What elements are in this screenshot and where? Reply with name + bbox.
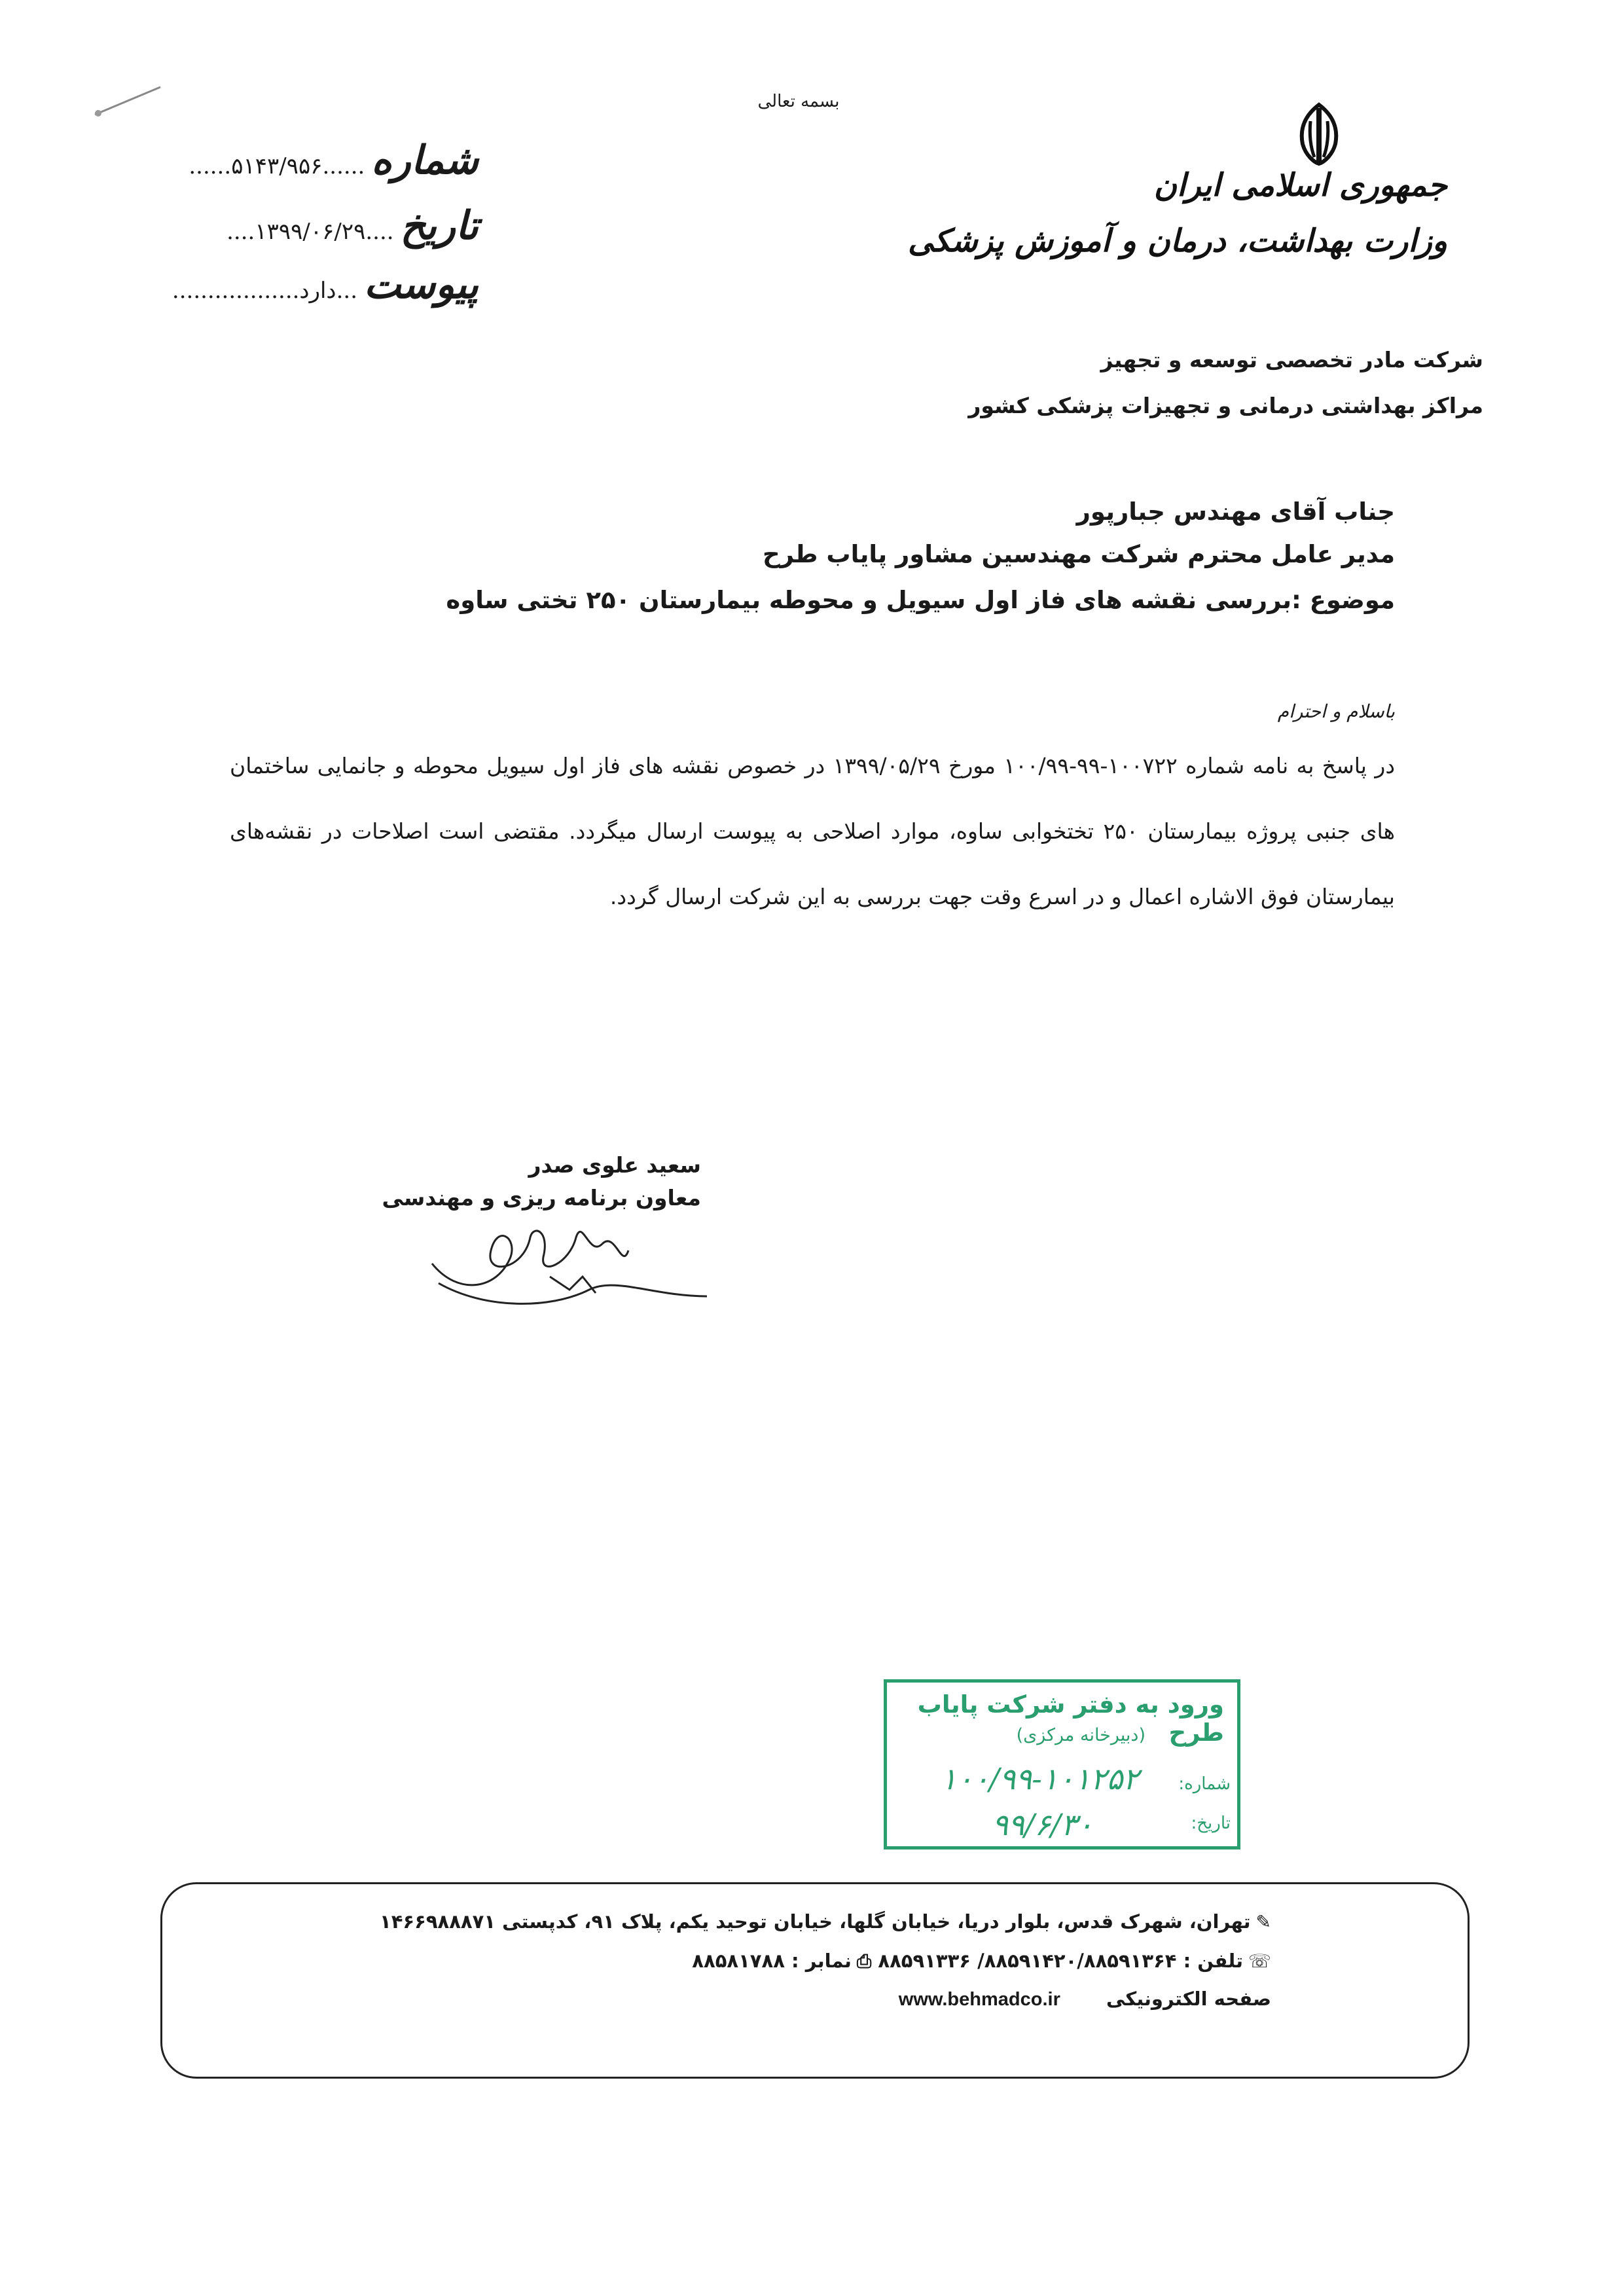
footer-address: تهران، شهرک قدس، بلوار دریا، خیابان گلها، خیابان توحید یکم، پلاک ۹۱، کدپستی ۱۴۶۶۹۸۸۸۷۱ — [380, 1910, 1251, 1933]
letter-number-row — [189, 137, 478, 183]
stamp-subtitle: (دبیرخانه مرکزی) — [1016, 1725, 1146, 1745]
company-name-line-2: مراکز بهداشتی درمانی و تجهیزات پزشکی کشور — [968, 393, 1483, 418]
letter-number-value: ......۵۱۴۳/۹۵۶...... — [189, 153, 365, 179]
ministry-line-1: جمهوری اسلامی ایران — [1153, 167, 1447, 204]
letter-date-value: ....۱۳۹۹/۰۶/۲۹.... — [226, 219, 394, 245]
footer-phone-value: ۸۸۵۹۱۴۲۰/۸۸۵۹۱۳۶۴/ ۸۸۵۹۱۳۳۶ — [878, 1950, 1177, 1972]
footer-contact-box — [160, 1882, 1470, 2079]
stamp-title: ورود به دفتر شرکت پایاب طرح — [917, 1690, 1224, 1747]
footer-fax-label: نمابر : — [791, 1950, 852, 1972]
stamp-number-value: ۱۰۰/۹۹-۱۰۱۲۵۲ — [941, 1761, 1139, 1796]
letter-date-row — [226, 203, 478, 249]
footer-phone-label: تلفن : — [1183, 1950, 1243, 1972]
signatory-title: معاون برنامه ریزی و مهندسی — [382, 1185, 701, 1211]
footer-website-link[interactable]: www.behmadco.ir — [898, 1989, 1060, 2010]
footer-fax-value: ۸۸۵۸۱۷۸۸ — [692, 1950, 785, 1972]
company-name-line-1: شرکت مادر تخصصی توسعه و تجهیز — [1100, 347, 1483, 373]
letter-number-label: شماره — [371, 137, 478, 183]
letter-subject: موضوع :بررسی نقشه های فاز اول سیویل و محوطه بیمارستان ۲۵۰ تختی ساوه — [446, 586, 1395, 614]
stamp-number-label: شماره: — [1178, 1774, 1231, 1794]
letter-attachment-row — [172, 262, 478, 308]
fax-icon: ⎙ — [856, 1950, 872, 1972]
iran-emblem-icon — [1283, 98, 1355, 170]
scratch-mark — [92, 82, 164, 121]
bismillah-text: بسمه تعالی — [757, 92, 840, 111]
stamp-date-label: تاریخ: — [1191, 1813, 1231, 1833]
footer-web-label: صفحه الکترونیکی — [1106, 1988, 1271, 2010]
addressee-title: مدیر عامل محترم شرکت مهندسین مشاور پایاب طرح — [763, 540, 1395, 568]
footer-address-line — [380, 1910, 1271, 1933]
letter-date-label: تاریخ — [400, 203, 478, 249]
letter-body: در پاسخ به نامه شماره ۱۰۰۷۲۲-۹۹-۱۰۰/۹۹ مورخ ۱۳۹۹/۰۵/۲۹ در خصوص نقشه های فاز اول سیویل محوطه و جانمایی ساختمان های جنبی پروژه بیمارستان ۲۵۰ تختخوابی ساوه، موارد اصلاحی به پیوست ارسال میگردد. مقتضی است اصلاحات در نقشه‌های بیمارستان فوق الاشاره اعمال و در اسرع وقت جهت بررسی به این شرکت ارسال گردد. — [230, 753, 1396, 909]
signatory-name: سعید علوی صدر — [528, 1152, 701, 1178]
ministry-line-2: وزارت بهداشت، درمان و آموزش پزشکی — [908, 223, 1447, 259]
receipt-stamp — [884, 1679, 1240, 1850]
phone-icon: ☏ — [1248, 1950, 1271, 1972]
letter-attachment-value: ...دارد.................. — [171, 278, 357, 304]
handwritten-signature — [419, 1198, 720, 1316]
pen-icon: ✎ — [1255, 1911, 1271, 1933]
footer-web-line — [899, 1988, 1271, 2011]
footer-phone-line — [692, 1950, 1271, 1973]
letter-attachment-label: پیوست — [364, 262, 478, 308]
addressee-name: جناب آقای مهندس جبارپور — [1076, 498, 1395, 526]
greeting: باسلام و احترام — [1277, 701, 1395, 722]
stamp-date-value: ۹۹/۶/۳۰ — [992, 1807, 1093, 1842]
